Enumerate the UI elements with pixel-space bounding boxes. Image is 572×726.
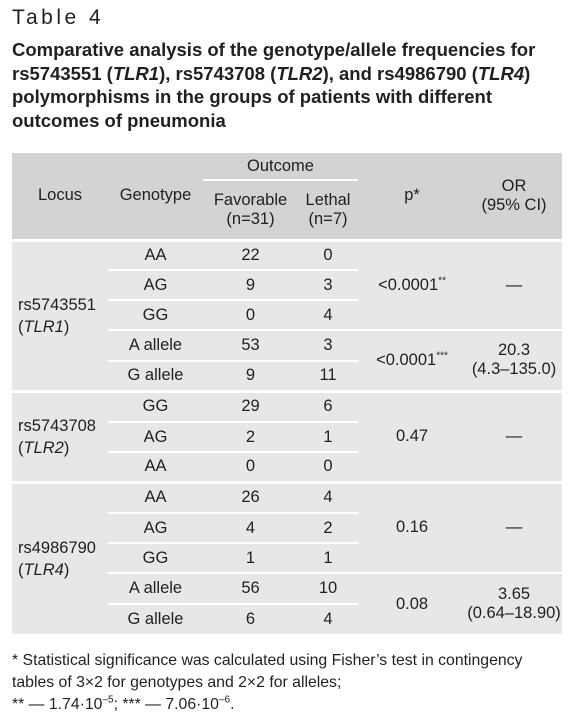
locus-cell-tlr2	[12, 391, 108, 482]
lethal-cell: 2	[298, 513, 358, 543]
header-lethal-label: Lethal	[305, 190, 351, 209]
footnote-line-1: * Statistical significance was calculated using Fisher’s test in contingency tables of 3×2 for genotypes and 2×2 for alleles;	[12, 652, 523, 691]
header-lethal-n: (n=7)	[308, 209, 348, 228]
locus-cell-tlr1	[12, 240, 108, 391]
lethal-cell: 1	[298, 543, 358, 573]
header-locus: Locus	[12, 153, 108, 240]
genotype-cell: GG	[108, 543, 203, 573]
or-cell: —	[466, 391, 562, 482]
genotype-cell: G allele	[108, 361, 203, 391]
genotype-cell: G allele	[108, 604, 203, 634]
locus-gene-name: TLR2	[23, 438, 64, 457]
p-value: 0.08	[395, 594, 429, 613]
locus-id: rs5743708	[18, 416, 96, 435]
p-value-mark: ***	[436, 350, 448, 362]
caption-part-3: ), and rs4986790 (	[322, 62, 478, 84]
lethal-cell: 3	[298, 270, 358, 300]
caption-part-1: Comparative analysis of the genotype/allele frequencies for rs5743551 (	[12, 39, 536, 84]
footnote-exp-3: –6	[218, 694, 231, 706]
locus-cell-tlr4	[12, 482, 108, 634]
or-ci: (0.64–18.90)	[467, 604, 561, 622]
favorable-cell: 56	[203, 573, 298, 604]
lethal-cell: 4	[298, 482, 358, 513]
favorable-cell: 2	[203, 422, 298, 452]
header-lethal	[298, 180, 358, 240]
table-label: Table 4	[12, 6, 105, 29]
locus-gene-name: TLR1	[23, 317, 64, 336]
genotype-cell: AG	[108, 270, 203, 300]
header-favorable-label: Favorable	[213, 190, 288, 209]
favorable-cell: 26	[203, 482, 298, 513]
genotype-cell: AG	[108, 513, 203, 543]
locus-gene: (TLR2)	[18, 438, 70, 457]
lethal-cell: 10	[298, 573, 358, 604]
p-value: 0.16	[395, 518, 429, 537]
header-favorable-n: (n=31)	[226, 209, 275, 228]
caption-gene-tlr2: TLR2	[276, 62, 323, 84]
p-value-cell	[358, 573, 466, 634]
locus-id: rs5743551	[18, 295, 96, 314]
favorable-cell: 1	[203, 543, 298, 573]
genotype-cell: AA	[108, 482, 203, 513]
favorable-cell: 4	[203, 513, 298, 543]
locus-gene: (TLR1)	[18, 317, 70, 336]
favorable-cell: 29	[203, 391, 298, 422]
footnote-exp-2: –5	[102, 694, 114, 706]
caption-gene-tlr4: TLR4	[477, 62, 525, 84]
caption-gene-tlr1: TLR1	[112, 62, 160, 84]
lethal-cell: 11	[298, 361, 358, 391]
header-p: p*	[358, 153, 466, 240]
genotype-table	[12, 153, 562, 634]
locus-id: rs4986790	[18, 538, 96, 557]
or-cell	[466, 573, 562, 634]
favorable-cell: 9	[203, 270, 298, 300]
footnote-mark-3: ; *** — 7.06·10	[113, 696, 219, 713]
footnote-end: .	[230, 696, 235, 713]
genotype-cell: A allele	[108, 573, 203, 604]
caption-part-2: ), rs5743708 (	[159, 62, 277, 84]
lethal-cell: 4	[298, 300, 358, 330]
p-value-cell	[358, 330, 466, 391]
genotype-cell: AG	[108, 422, 203, 452]
favorable-cell: 0	[203, 300, 298, 330]
lethal-cell: 1	[298, 422, 358, 452]
header-or-label: OR	[501, 176, 527, 195]
favorable-cell: 53	[203, 330, 298, 361]
locus-gene-name: TLR4	[23, 560, 64, 579]
p-value: 0.47	[395, 427, 429, 445]
header-favorable	[203, 180, 298, 240]
p-value: <0.0001	[376, 350, 437, 369]
genotype-cell: GG	[108, 391, 203, 422]
favorable-cell: 0	[203, 452, 298, 482]
p-value-cell	[358, 482, 466, 573]
lethal-cell: 4	[298, 604, 358, 634]
lethal-cell: 0	[298, 452, 358, 482]
table-caption	[12, 38, 562, 132]
favorable-cell: 6	[203, 604, 298, 634]
p-value-cell	[358, 391, 466, 482]
p-value-cell	[358, 240, 466, 330]
or-value: 3.65	[497, 585, 531, 603]
genotype-cell: AA	[108, 240, 203, 270]
table-row	[12, 482, 562, 513]
or-cell: —	[466, 482, 562, 573]
p-value-mark: **	[438, 275, 446, 287]
or-cell: —	[466, 240, 562, 330]
or-ci: (4.3–135.0)	[471, 360, 557, 379]
locus-gene: (TLR4)	[18, 560, 70, 579]
table-row	[12, 391, 562, 422]
lethal-cell: 3	[298, 330, 358, 361]
header-genotype: Genotype	[108, 153, 203, 240]
lethal-cell: 0	[298, 240, 358, 270]
table-row	[12, 240, 562, 270]
or-cell	[466, 330, 562, 391]
p-value: <0.0001	[378, 275, 439, 294]
favorable-cell: 22	[203, 240, 298, 270]
genotype-cell: GG	[108, 300, 203, 330]
favorable-cell: 9	[203, 361, 298, 391]
genotype-cell: AA	[108, 452, 203, 482]
or-value: 20.3	[497, 341, 531, 360]
table-footnote	[12, 650, 568, 716]
header-or-ci: (95% CI)	[481, 195, 547, 214]
header-outcome: Outcome	[203, 153, 358, 180]
caption-part-4: ) polymorphisms in the groups of patients with different outcomes of pneumonia	[12, 62, 531, 131]
lethal-cell: 6	[298, 391, 358, 422]
footnote-mark-2: ** — 1.74·10	[12, 696, 103, 713]
genotype-cell: A allele	[108, 330, 203, 361]
header-or	[466, 153, 562, 240]
